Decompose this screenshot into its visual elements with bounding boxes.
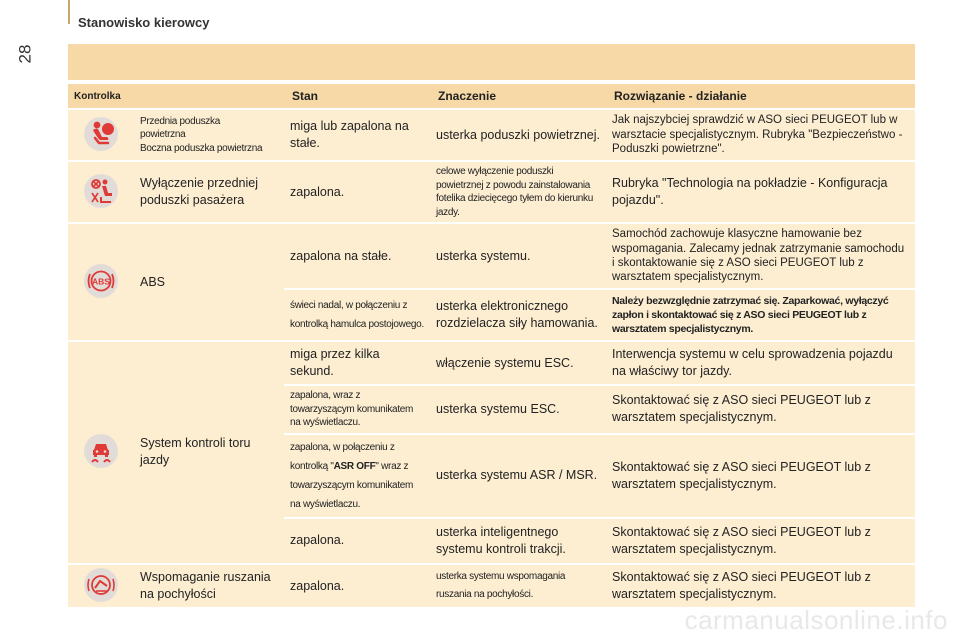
- esc-state-3-bold: ASR OFF: [333, 460, 376, 472]
- section-title: Stanowisko kierowcy: [78, 15, 210, 30]
- airbag-name-line: powietrzna: [140, 129, 186, 141]
- margin-rule: [68, 0, 70, 24]
- abs-name: ABS: [134, 224, 284, 340]
- abs-state-1: zapalona na stałe.: [284, 224, 430, 288]
- esc-action-3: Skontaktować się z ASO sieci PEUGEOT lub z warsztatem specjalistycznym.: [606, 435, 915, 517]
- passenger-airbag-state: zapalona.: [284, 162, 430, 222]
- abs-action-1: Samochód zachowuje klasyczne hamowanie bez wspomagania. Zalecamy jednak zatrzymanie samochodu i skontaktowanie się z ASO sieci PEUGEOT lub z warsztatem specjalistycznym.: [606, 224, 915, 288]
- esc-state-3: [284, 435, 430, 517]
- esc-state-3-b: " wraz z towarzyszącym komunikatem na wyświetlaczu.: [290, 460, 414, 510]
- esc-state-1: miga przez kilka sekund.: [284, 342, 430, 384]
- esc-action-1: Interwencja systemu w celu sprowadzenia pojazdu na właściwy tor jazdy.: [606, 342, 915, 384]
- esc-action-2: Skontaktować się z ASO sieci PEUGEOT lub z warsztatem specjalistycznym.: [606, 386, 915, 433]
- airbag-name-line: Przednia poduszka: [140, 115, 220, 127]
- hill-start-name: Wspomaganie ruszania na pochyłości: [134, 565, 284, 608]
- esc-state-4: zapalona.: [284, 519, 430, 563]
- watermark: carmanualsonline.info: [684, 605, 948, 635]
- hill-start-state: zapalona.: [284, 565, 430, 608]
- airbag-name-line: Boczna poduszka powietrzna: [140, 142, 263, 154]
- airbag-meaning: usterka poduszki powietrznej.: [430, 110, 606, 160]
- header-kontrolka: Kontrolka: [68, 84, 134, 108]
- esc-state-2: zapalona, wraz z towarzyszącym komunikatem na wyświetlaczu.: [284, 386, 430, 433]
- table-row: [68, 342, 915, 384]
- airbag-icon: [84, 117, 118, 151]
- header-znaczenie: Znaczenie: [430, 84, 606, 108]
- icon-cell: [68, 565, 134, 608]
- abs-meaning-1: usterka systemu.: [430, 224, 606, 288]
- esc-meaning-2: usterka systemu ESC.: [430, 386, 606, 433]
- hill-start-assist-icon: [84, 568, 118, 602]
- warning-lamps-table: [68, 82, 915, 609]
- airbag-name: [134, 110, 284, 160]
- hill-start-action: Skontaktować się z ASO sieci PEUGEOT lub z warsztatem specjalistycznym.: [606, 565, 915, 608]
- page-number: 28: [15, 44, 35, 64]
- abs-meaning-2: usterka elektronicznego rozdzielacza siły hamowania.: [430, 290, 606, 340]
- airbag-action: Jak najszybciej sprawdzić w ASO sieci PEUGEOT lub w warsztacie specjalistycznym. Rubryka "Bezpieczeństwo - Poduszki powietrzne".: [606, 110, 915, 160]
- header-rozwiazanie: Rozwiązanie - działanie: [606, 84, 915, 108]
- passenger-airbag-name: Wyłączenie przedniej poduszki pasażera: [134, 162, 284, 222]
- esc-meaning-4: usterka inteligentnego systemu kontroli trakcji.: [430, 519, 606, 563]
- esc-meaning-1: włączenie systemu ESC.: [430, 342, 606, 384]
- header-name: [134, 84, 284, 108]
- esc-action-4: Skontaktować się z ASO sieci PEUGEOT lub z warsztatem specjalistycznym.: [606, 519, 915, 563]
- table-row: [68, 110, 915, 160]
- esc-meaning-3: usterka systemu ASR / MSR.: [430, 435, 606, 517]
- passenger-airbag-off-icon: [84, 174, 118, 208]
- esc-state-3-a: zapalona, w połączeniu z kontrolką ": [290, 441, 395, 472]
- header-stan: Stan: [284, 84, 430, 108]
- table-header-row: [68, 84, 915, 108]
- hill-start-meaning: usterka systemu wspomagania ruszania na pochyłości.: [430, 565, 606, 608]
- table-row: [68, 162, 915, 222]
- table-row: [68, 565, 915, 608]
- airbag-state: miga lub zapalona na stałe.: [284, 110, 430, 160]
- header-banner: [68, 44, 915, 80]
- icon-cell: [68, 342, 134, 563]
- passenger-airbag-action: Rubryka "Technologia na pokładzie - Konfiguracja pojazdu".: [606, 162, 915, 222]
- icon-cell: [68, 162, 134, 222]
- abs-icon: [84, 264, 118, 298]
- abs-action-2: Należy bezwzględnie zatrzymać się. Zaparkować, wyłączyć zapłon i skontaktować się z ASO sieci PEUGEOT lub z warsztatem specjalistycznym.: [606, 290, 915, 340]
- esc-skid-car-icon: [84, 434, 118, 468]
- esc-name: System kontroli toru jazdy: [134, 342, 284, 563]
- abs-state-2: świeci nadal, w połączeniu z kontrolką hamulca postojowego.: [284, 290, 430, 340]
- abs-icon-text: ABS: [92, 276, 110, 287]
- icon-cell: [68, 110, 134, 160]
- icon-cell: [68, 224, 134, 340]
- passenger-airbag-meaning: celowe wyłączenie poduszki powietrznej z powodu zainstalowania fotelika dziecięcego tyłem do kierunku jazdy.: [430, 162, 606, 222]
- table-row: [68, 224, 915, 288]
